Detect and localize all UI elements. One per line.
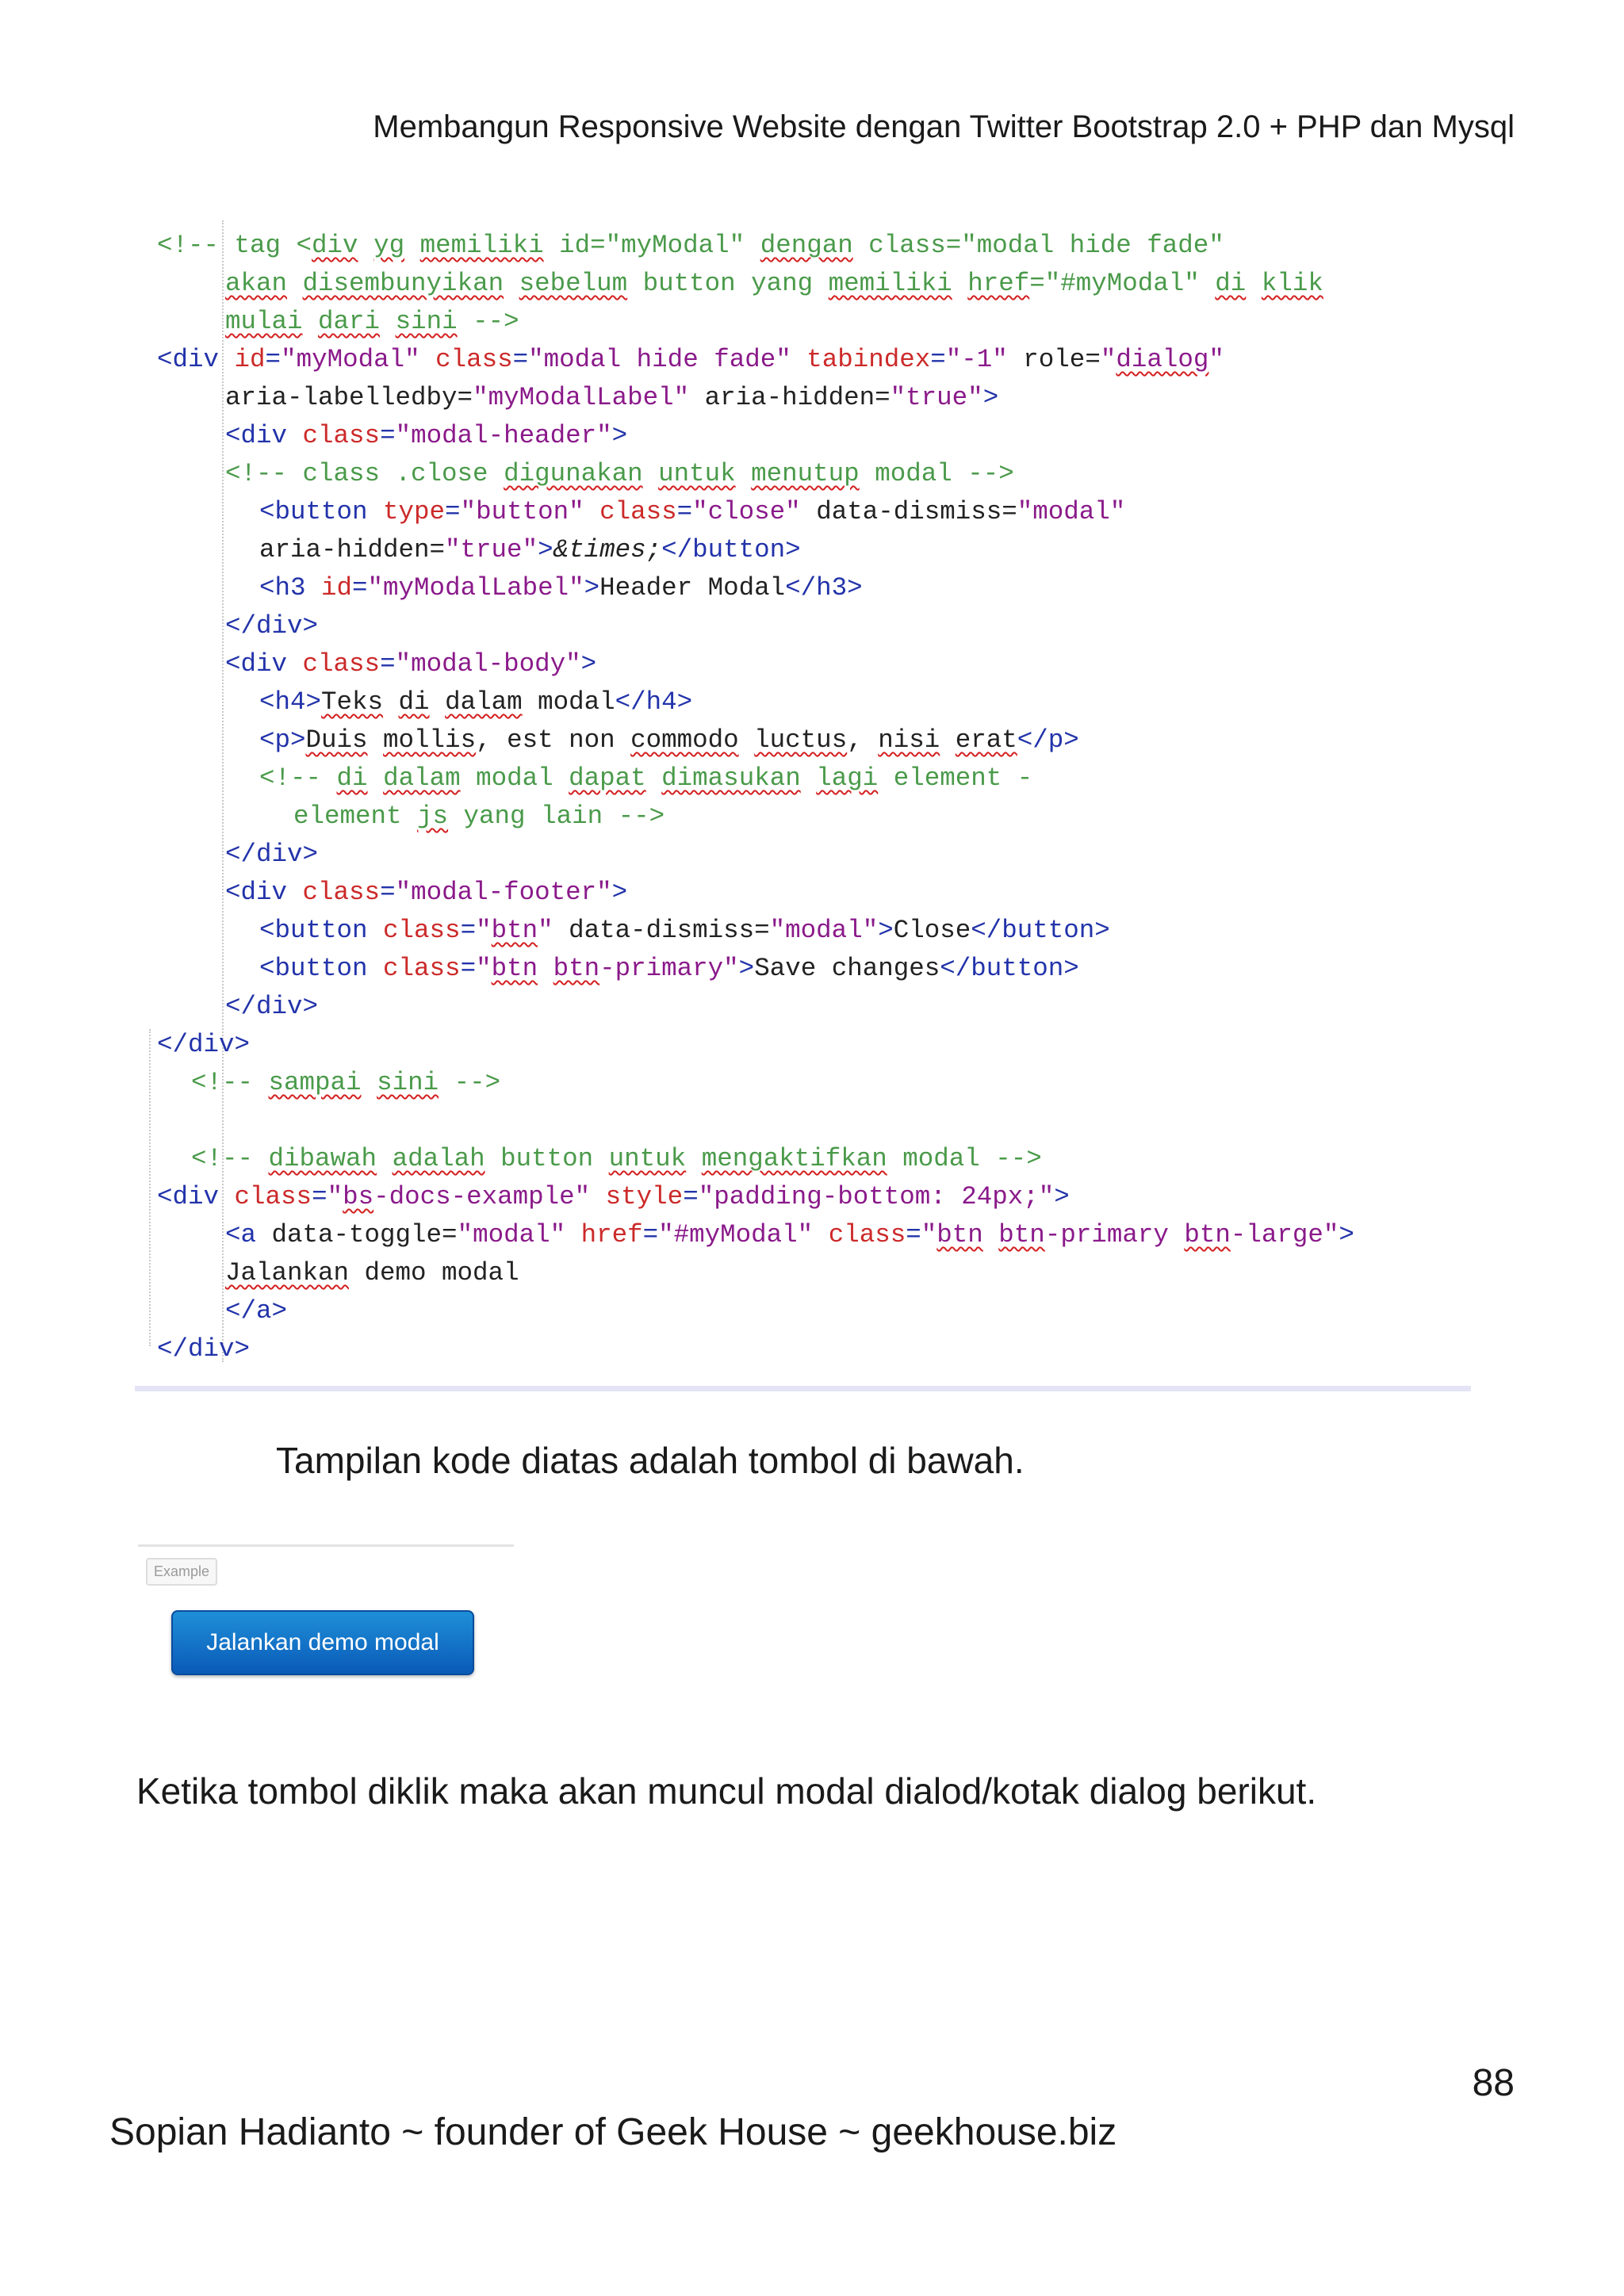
code-line-29: </div> <box>157 1334 251 1364</box>
code-line-4: <div id="myModal" class="modal hide fade" tabindex="-1" role="dialog" <box>157 345 1224 374</box>
page-header-title: Membangun Responsive Website dengan Twitter Bootstrap 2.0 + PHP dan Mysql <box>373 109 1515 144</box>
code-line-5: aria-labelledby="myModalLabel" aria-hidden="true"> <box>225 383 999 412</box>
code-line-13: <h4>Teks di dalam modal</h4> <box>259 687 693 717</box>
code-listing <box>135 220 1471 1391</box>
page-footer: Sopian Hadianto ~ founder of Geek House ~ geekhouse.biz <box>109 2111 1117 2153</box>
code-line-18: <div class="modal-footer"> <box>225 878 628 907</box>
code-line-23: <!-- sampai sini --> <box>191 1068 501 1097</box>
example-preview-panel <box>138 1544 514 1705</box>
code-line-3: mulai dari sini --> <box>225 307 519 336</box>
code-line-28: </a> <box>225 1296 288 1326</box>
code-line-16: element js yang lain --> <box>293 802 665 831</box>
code-line-21: </div> <box>225 992 319 1021</box>
code-line-27: Jalankan demo modal <box>225 1258 519 1288</box>
indent-guide <box>149 1029 151 1346</box>
code-line-11: </div> <box>225 611 319 641</box>
example-label: Example <box>146 1558 217 1586</box>
code-line-9: aria-hidden="true">&times;</button> <box>259 535 801 564</box>
code-line-6: <div class="modal-header"> <box>225 421 628 450</box>
code-line-17: </div> <box>225 840 319 869</box>
code-line-7: <!-- class .close digunakan untuk menutup modal --> <box>225 459 1014 488</box>
code-caption: Tampilan kode diatas adalah tombol di bawah. <box>276 1440 1025 1481</box>
launch-demo-modal-button[interactable]: Jalankan demo modal <box>171 1610 474 1675</box>
code-line-1: <!-- tag <div yg memiliki id="myModal" dengan class="modal hide fade" <box>157 231 1224 260</box>
body-paragraph: Ketika tombol diklik maka akan muncul modal dialod/kotak dialog berikut. <box>136 1770 1317 1812</box>
code-line-20: <button class="btn btn-primary">Save changes</button> <box>259 954 1079 983</box>
page-number: 88 <box>1472 2062 1515 2104</box>
code-line-22: </div> <box>157 1030 251 1059</box>
code-line-2: akan disembunyikan sebelum button yang memiliki href="#myModal" di klik <box>225 269 1323 298</box>
code-line-19: <button class="btn" data-dismiss="modal">Close</button> <box>259 916 1110 945</box>
code-line-12: <div class="modal-body"> <box>225 649 597 679</box>
code-line-10: <h3 id="myModalLabel">Header Modal</h3> <box>259 573 863 603</box>
code-line-26: <a data-toggle="modal" href="#myModal" class="btn btn-primary btn-large"> <box>225 1220 1354 1249</box>
code-line-24: <!-- dibawah adalah button untuk mengaktifkan modal --> <box>191 1144 1042 1173</box>
code-line-14: <p>Duis mollis, est non commodo luctus, nisi erat</p> <box>259 725 1079 755</box>
code-line-25: <div class="bs-docs-example" style="padding-bottom: 24px;"> <box>157 1182 1070 1211</box>
code-line-8: <button type="button" class="close" data-dismiss="modal" <box>259 497 1126 526</box>
code-line-15: <!-- di dalam modal dapat dimasukan lagi element - <box>259 763 1033 793</box>
